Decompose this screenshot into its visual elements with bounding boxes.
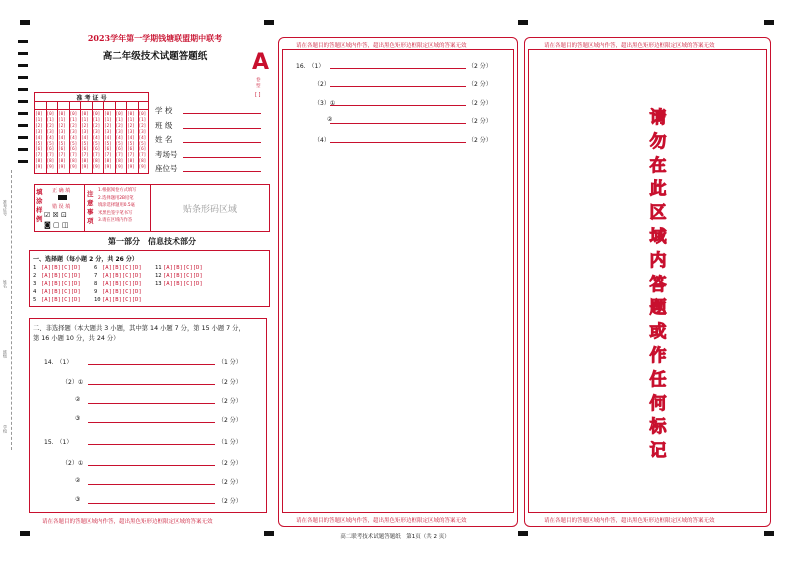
answer-label: ③: [75, 415, 81, 422]
id-digit-bubble[interactable]: [8]: [104, 159, 112, 165]
id-digit-bubble[interactable]: [0]: [104, 112, 112, 117]
points-label: （2 分）: [468, 118, 492, 125]
info-field-label: 座位号: [155, 164, 178, 173]
id-digit-bubble[interactable]: [4]: [46, 135, 55, 141]
no-write-char: 何: [649, 393, 667, 414]
id-digit-bubble[interactable]: [2]: [127, 123, 135, 129]
id-digit-bubble[interactable]: [1]: [69, 117, 78, 123]
id-digit-bubble[interactable]: [0]: [138, 112, 147, 117]
no-write-char: 记: [649, 441, 667, 462]
binding-line: [11, 170, 12, 450]
id-digit-bubble[interactable]: [3]: [104, 129, 112, 135]
id-digit-bubble[interactable]: [8]: [35, 159, 43, 165]
registration-mark: [764, 20, 774, 25]
id-digit-bubble[interactable]: [3]: [58, 129, 66, 135]
id-digit-bubble[interactable]: [9]: [138, 165, 147, 171]
answer-label: ②: [327, 116, 333, 123]
answer-label: ②: [75, 477, 81, 484]
boundary-note: 请在各题目的答题区域内作答，超出黑色矩形边框限定区域的答案无效: [544, 43, 715, 49]
id-digit-bubble[interactable]: [0]: [35, 112, 43, 117]
id-digit-bubble[interactable]: [1]: [92, 117, 101, 123]
id-digit-bubble[interactable]: [7]: [115, 153, 124, 159]
sheet-title: 高二年级技术试题答题纸: [102, 51, 208, 62]
notice-line: 2.选择题用2B铅笔: [98, 195, 134, 201]
id-digit-bubble[interactable]: [7]: [69, 153, 78, 159]
exam-id-title: 准 考 证 号: [76, 95, 107, 102]
mc-options[interactable]: [A][B][C][D]: [41, 273, 81, 279]
id-digit-bubble[interactable]: [9]: [127, 165, 135, 171]
id-digit-bubble[interactable]: [8]: [127, 159, 135, 165]
id-digit-bubble[interactable]: [1]: [58, 117, 66, 123]
id-digit-bubble[interactable]: [4]: [81, 135, 89, 141]
id-digit-bubble[interactable]: [4]: [127, 135, 135, 141]
id-digit-bubble[interactable]: [5]: [104, 141, 112, 147]
info-field-label: 姓 名: [155, 135, 173, 144]
mc-options[interactable]: [A][B][C][D]: [102, 297, 142, 303]
id-digit-bubble[interactable]: [5]: [35, 141, 43, 147]
paper-type-box[interactable]: [ ]: [255, 92, 261, 98]
mc-options[interactable]: [A][B][C][D]: [41, 289, 81, 295]
no-write-char: 在: [649, 155, 667, 176]
id-digit-bubble[interactable]: [4]: [138, 135, 147, 141]
mc-question-number: 9: [94, 289, 98, 295]
mc-question-number: 7: [94, 273, 98, 279]
correct-fill-label: 正 确 填: [52, 188, 71, 194]
id-digit-bubble[interactable]: [1]: [127, 117, 135, 123]
id-digit-bubble[interactable]: [8]: [81, 159, 89, 165]
notice-line: 3.请在区域内作答: [98, 218, 133, 223]
id-digit-bubble[interactable]: [7]: [92, 153, 101, 159]
mc-options[interactable]: [A][B][C][D]: [163, 265, 203, 271]
mc-question-number: 1: [33, 265, 37, 271]
mc-options[interactable]: [A][B][C][D]: [163, 273, 203, 279]
answer-label: ②: [75, 396, 81, 403]
id-digit-bubble[interactable]: [8]: [58, 159, 66, 165]
side-label: 学校: [3, 425, 8, 433]
no-write-char: 题: [649, 298, 667, 319]
points-label: （2 分）: [218, 479, 242, 486]
points-label: （2 分）: [218, 460, 242, 467]
id-digit-bubble[interactable]: [1]: [81, 117, 89, 123]
id-digit-bubble[interactable]: [0]: [69, 112, 78, 117]
no-write-char: 域: [649, 227, 667, 247]
boundary-note: 请在各题目的答题区域内作答，超出黑色矩形边框限定区域的答案无效: [296, 43, 467, 49]
no-write-char: 标: [649, 417, 667, 438]
id-digit-bubble[interactable]: [9]: [58, 165, 66, 171]
mc-question-number: 11: [155, 265, 162, 271]
notice-line: 1.根据阅卷方式填写: [98, 188, 137, 193]
answer-label: 16. （1）: [296, 63, 325, 70]
info-field-label: 考场号: [155, 149, 178, 159]
id-digit-bubble[interactable]: [3]: [127, 129, 135, 135]
id-digit-bubble[interactable]: [0]: [46, 112, 55, 117]
id-digit-bubble[interactable]: [6]: [104, 147, 112, 153]
registration-mark: [20, 20, 30, 25]
mc-question-number: 8: [94, 281, 98, 287]
registration-mark: [518, 531, 528, 536]
id-digit-bubble[interactable]: [6]: [58, 147, 66, 153]
exam-title: 2023学年第一学期钱塘联盟期中联考: [87, 33, 223, 43]
id-digit-bubble[interactable]: [8]: [115, 159, 124, 165]
wrong-fill-marks: ☑ ☒ ⊡ ◙ ▢ ◫: [44, 211, 69, 229]
barcode-area: 贴条形码区域: [182, 205, 237, 215]
id-digit-bubble[interactable]: [6]: [138, 147, 147, 153]
id-digit-bubble[interactable]: [6]: [35, 147, 43, 153]
no-write-char: 请: [649, 108, 667, 128]
mc-question-number: 13: [155, 281, 162, 287]
mc-question-number: 4: [33, 289, 37, 295]
id-digit-bubble[interactable]: [7]: [58, 153, 66, 159]
mc-question-number: 10: [94, 297, 101, 303]
no-write-char: 区: [649, 203, 667, 224]
registration-mark: [20, 531, 30, 536]
id-digit-bubble[interactable]: [3]: [92, 129, 101, 135]
id-digit-bubble[interactable]: [2]: [69, 123, 78, 129]
id-digit-bubble[interactable]: [2]: [92, 123, 101, 129]
id-digit-bubble[interactable]: [3]: [81, 129, 89, 135]
registration-mark: [518, 20, 528, 25]
mc-question-number: 6: [94, 265, 98, 271]
mc-options[interactable]: [A][B][C][D]: [102, 273, 142, 279]
id-digit-bubble[interactable]: [9]: [115, 165, 124, 171]
points-label: （1 分）: [218, 439, 242, 446]
id-digit-bubble[interactable]: [8]: [46, 159, 55, 165]
id-digit-bubble[interactable]: [6]: [92, 147, 101, 153]
id-digit-bubble[interactable]: [2]: [46, 123, 55, 129]
notice-line: 填涂选择题用0.5毫: [98, 203, 135, 208]
mc-question-number: 12: [155, 273, 162, 279]
boundary-note: 请在各题目的答题区域内作答，超出黑色矩形边框限定区域的答案无效: [296, 518, 467, 524]
mc-options[interactable]: [A][B][C][D]: [41, 297, 81, 303]
answer-label: 15. （1）: [44, 439, 73, 446]
id-digit-bubble[interactable]: [1]: [35, 117, 43, 123]
points-label: （2 分）: [218, 417, 242, 424]
answer-line[interactable]: [330, 123, 466, 124]
side-label: 班级: [3, 350, 8, 358]
paper-type: A: [252, 50, 270, 75]
no-write-char: 或: [649, 322, 667, 343]
mc-options[interactable]: [A][B][C][D]: [163, 281, 203, 287]
id-digit-bubble[interactable]: [8]: [69, 159, 78, 165]
id-digit-bubble[interactable]: [9]: [81, 165, 89, 171]
mc-question-number: 2: [33, 273, 37, 279]
id-digit-bubble[interactable]: [5]: [69, 141, 78, 147]
id-digit-bubble[interactable]: [9]: [35, 165, 43, 171]
side-label: 准考证号: [3, 200, 8, 216]
id-digit-bubble[interactable]: [4]: [35, 135, 43, 141]
id-digit-bubble[interactable]: [9]: [69, 165, 78, 171]
left-panel: [24, 26, 275, 527]
id-digit-bubble[interactable]: [5]: [115, 141, 124, 147]
id-digit-bubble[interactable]: [3]: [115, 129, 124, 135]
id-digit-bubble[interactable]: [7]: [127, 153, 135, 159]
id-digit-bubble[interactable]: [8]: [92, 159, 101, 165]
answer-line[interactable]: [330, 86, 466, 87]
mc-options[interactable]: [A][B][C][D]: [102, 265, 142, 271]
id-digit-bubble[interactable]: [5]: [81, 141, 89, 147]
id-digit-bubble[interactable]: [2]: [58, 123, 66, 129]
id-digit-bubble[interactable]: [0]: [92, 112, 101, 117]
answer-label: （2）: [314, 81, 330, 88]
answer-line[interactable]: [330, 68, 466, 69]
answer-label: 14. （1）: [44, 359, 73, 366]
part-title: 第一部分 信息技术部分: [108, 236, 196, 246]
id-digit-bubble[interactable]: [1]: [138, 117, 147, 123]
id-digit-bubble[interactable]: [5]: [92, 141, 101, 147]
boundary-note: 请在各题目的答题区域内作答，超出黑色矩形边框限定区域的答案无效: [42, 519, 213, 525]
id-digit-bubble[interactable]: [6]: [81, 147, 89, 153]
id-digit-bubble[interactable]: [8]: [138, 159, 147, 165]
notice-line: 米黑色签字笔书写: [98, 210, 133, 216]
id-digit-bubble[interactable]: [4]: [104, 135, 112, 141]
info-field-label: 学 校: [155, 106, 173, 115]
id-digit-bubble[interactable]: [4]: [58, 135, 66, 141]
no-write-char: 答: [649, 274, 667, 295]
mc-question-number: 5: [33, 297, 37, 303]
id-digit-bubble[interactable]: [5]: [138, 141, 147, 147]
fill-example-label: 填涂样例: [36, 188, 43, 223]
points-label: （1 分）: [218, 359, 242, 366]
id-digit-bubble[interactable]: [7]: [138, 153, 147, 159]
id-digit-bubble[interactable]: [1]: [104, 117, 112, 123]
id-digit-bubble[interactable]: [3]: [69, 129, 78, 135]
id-digit-bubble[interactable]: [9]: [92, 165, 101, 171]
registration-mark: [264, 20, 274, 25]
id-digit-bubble[interactable]: [6]: [115, 147, 124, 153]
free-title: 二、非选择题（本大题共 3 小题，其中第 14 小题 7 分，第 15 小题 7 分，: [33, 325, 245, 332]
no-write-char: 内: [649, 250, 667, 271]
mc-options[interactable]: [A][B][C][D]: [41, 281, 81, 287]
id-digit-bubble[interactable]: [5]: [46, 141, 55, 147]
mc-options[interactable]: [A][B][C][D]: [102, 289, 142, 295]
id-digit-bubble[interactable]: [5]: [127, 141, 135, 147]
id-digit-bubble[interactable]: [1]: [46, 117, 55, 123]
answer-line[interactable]: [330, 142, 466, 143]
free-title-cont: 第 16 小题 10 分，共 24 分）: [33, 335, 120, 342]
id-digit-bubble[interactable]: [5]: [58, 141, 66, 147]
id-digit-bubble[interactable]: [2]: [35, 123, 43, 129]
id-digit-bubble[interactable]: [1]: [115, 117, 124, 123]
id-digit-bubble[interactable]: [7]: [104, 153, 112, 159]
id-digit-bubble[interactable]: [7]: [35, 153, 43, 159]
points-label: （2 分）: [468, 81, 492, 88]
id-digit-bubble[interactable]: [6]: [69, 147, 78, 153]
id-digit-bubble[interactable]: [3]: [46, 129, 55, 135]
id-digit-bubble[interactable]: [4]: [69, 135, 78, 141]
no-write-char: 勿: [649, 131, 667, 152]
points-label: （2 分）: [218, 498, 242, 505]
id-digit-bubble[interactable]: [9]: [104, 165, 112, 171]
id-digit-bubble[interactable]: [6]: [46, 147, 55, 153]
id-digit-bubble[interactable]: [3]: [138, 129, 147, 135]
id-digit-bubble[interactable]: [4]: [92, 135, 101, 141]
points-label: （2 分）: [468, 100, 492, 107]
side-label: 姓名: [3, 280, 8, 288]
mc-options[interactable]: [A][B][C][D]: [41, 265, 81, 271]
id-digit-bubble[interactable]: [0]: [58, 112, 66, 117]
points-label: （2 分）: [468, 137, 492, 144]
mc-options[interactable]: [A][B][C][D]: [102, 281, 142, 287]
registration-mark: [764, 531, 774, 536]
wrong-fill-label: 错 误 填: [52, 204, 71, 210]
answer-label: （2）①: [62, 460, 84, 467]
id-digit-bubble[interactable]: [7]: [46, 153, 55, 159]
id-digit-bubble[interactable]: [2]: [138, 123, 147, 129]
mc-question-number: 3: [33, 281, 37, 287]
mc-title: 一、选择题（每小题 2 分，共 26 分）: [33, 256, 138, 263]
id-digit-bubble[interactable]: [7]: [81, 153, 89, 159]
no-write-char: 任: [649, 369, 667, 390]
answer-label: ③: [75, 496, 81, 503]
id-digit-bubble[interactable]: [4]: [115, 135, 124, 141]
points-label: （2 分）: [468, 63, 492, 70]
answer-label: （4）: [314, 137, 330, 144]
answer-line[interactable]: [330, 105, 466, 106]
registration-mark: [264, 531, 274, 536]
id-digit-bubble[interactable]: [0]: [127, 112, 135, 117]
id-digit-bubble[interactable]: [0]: [81, 112, 89, 117]
info-field-label: 班 级: [155, 120, 173, 130]
id-digit-bubble[interactable]: [2]: [115, 123, 124, 129]
no-write-char: 此: [649, 179, 667, 200]
no-write-char: 作: [649, 346, 667, 366]
answer-label: （3）①: [314, 100, 336, 107]
points-label: （2 分）: [218, 379, 242, 386]
paper-type-label: 卷型: [256, 78, 261, 89]
boundary-note: 请在各题目的答题区域内作答，超出黑色矩形边框限定区域的答案无效: [544, 518, 715, 524]
notice-label: 注意事项: [87, 190, 94, 225]
id-digit-bubble[interactable]: [2]: [104, 123, 112, 129]
id-digit-bubble[interactable]: [6]: [127, 147, 135, 153]
id-digit-bubble[interactable]: [3]: [35, 129, 43, 135]
answer-label: （2）①: [62, 379, 84, 386]
id-digit-bubble[interactable]: [9]: [46, 165, 55, 171]
id-digit-bubble[interactable]: [2]: [81, 123, 89, 129]
points-label: （2 分）: [218, 398, 242, 405]
page-footer: 高二联考技术试题答题纸 第1页（共 2 页）: [340, 534, 450, 540]
id-digit-bubble[interactable]: [0]: [115, 112, 124, 117]
